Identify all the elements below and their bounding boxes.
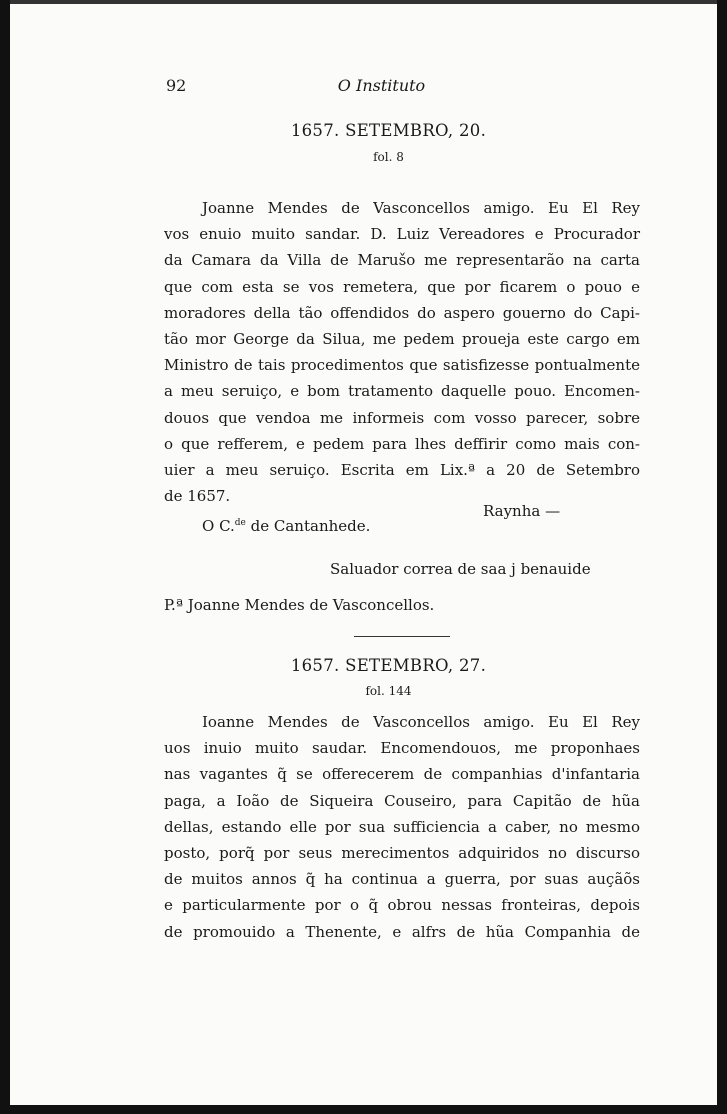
scan-edge-top: [0, 0, 727, 4]
letter2-line: uos inuio muito saudar. Encomendouos, me proponhaes: [164, 739, 640, 758]
letter2-line: dellas, estando elle por sua sufficiencia a caber, no mesmo: [164, 817, 640, 836]
page-number: 92: [166, 76, 187, 95]
count-signature: O C.$^{de}$ de Cantanhede.: [202, 517, 371, 535]
scan-edge-left: [0, 0, 10, 1114]
letter2-line: Ioanne Mendes de Vasconcellos amigo. Eu El Rey: [202, 713, 640, 731]
letter1-line: douos que vendoa me informeis com vosso parecer, sobre: [164, 408, 640, 427]
letter1-line: de 1657.: [164, 487, 231, 506]
addressee: P.ª Joanne Mendes de Vasconcellos.: [164, 596, 435, 614]
letter2-line: nas vagantes q̃ se offerecerem de companhias d'infantaria: [164, 765, 640, 784]
letter2-heading: 1657. SETEMBRO, 27.: [290, 656, 487, 675]
letter1-folio: fol. 8: [373, 150, 404, 164]
letter1-line: a meu seruiço, e bom tratamento daquelle pouo. Encomen-: [164, 382, 640, 401]
letter1-line: moradores della tão offendidos do aspero gouerno do Capi-: [164, 303, 640, 322]
letter2-line: paga, a Ioão de Siqueira Couseiro, para Capitão de hũa: [164, 791, 640, 810]
running-title: O Instituto: [337, 76, 426, 95]
secretary-signature: Saluador correa de saa j benauide: [330, 560, 591, 578]
letter1-line: Joanne Mendes de Vasconcellos amigo. Eu El Rey: [202, 199, 640, 217]
letter1-line: da Camara da Villa de Marušo me representarão na carta: [164, 251, 640, 270]
signature-queen: Raynha —: [483, 502, 561, 520]
scan-edge-bottom: [0, 1105, 727, 1114]
letter2-line: de promouido a Thenente, e alfrs de hũa Companhia de: [164, 922, 640, 941]
letter1-line: tão mor George da Silua, me pedem proueja este cargo em: [164, 330, 640, 348]
scan-edge-right: [717, 0, 727, 1114]
letter2-line: e particularmente por o q̃ obrou nessas fronteiras, depois: [164, 896, 640, 915]
letter2-folio: fol. 144: [365, 684, 412, 698]
letter1-heading: 1657. SETEMBRO, 20.: [290, 121, 487, 140]
letter2-line: posto, porq̃ por seus merecimentos adquiridos no discurso: [164, 844, 640, 862]
letter1-line: Ministro de tais procedimentos que satisfizesse pontualmente: [164, 356, 640, 375]
abbreviation-superscript: de: [234, 518, 246, 528]
letter1-line: uier a meu seruiço. Escrita em Lix.ª a 20 de Setembro: [164, 461, 640, 479]
section-divider: [354, 636, 450, 637]
letter1-line: o que refferem, e pedem para lhes deffirir como mais con-: [164, 434, 640, 453]
letter2-line: de muitos annos q̃ ha continua a guerra, por suas auçãõs: [164, 870, 640, 889]
letter1-line: vos enuio muito sandar. D. Luiz Vereadores e Procurador: [164, 225, 640, 244]
letter1-line: que com esta se vos remetera, que por ficarem o pouo e: [164, 277, 640, 296]
